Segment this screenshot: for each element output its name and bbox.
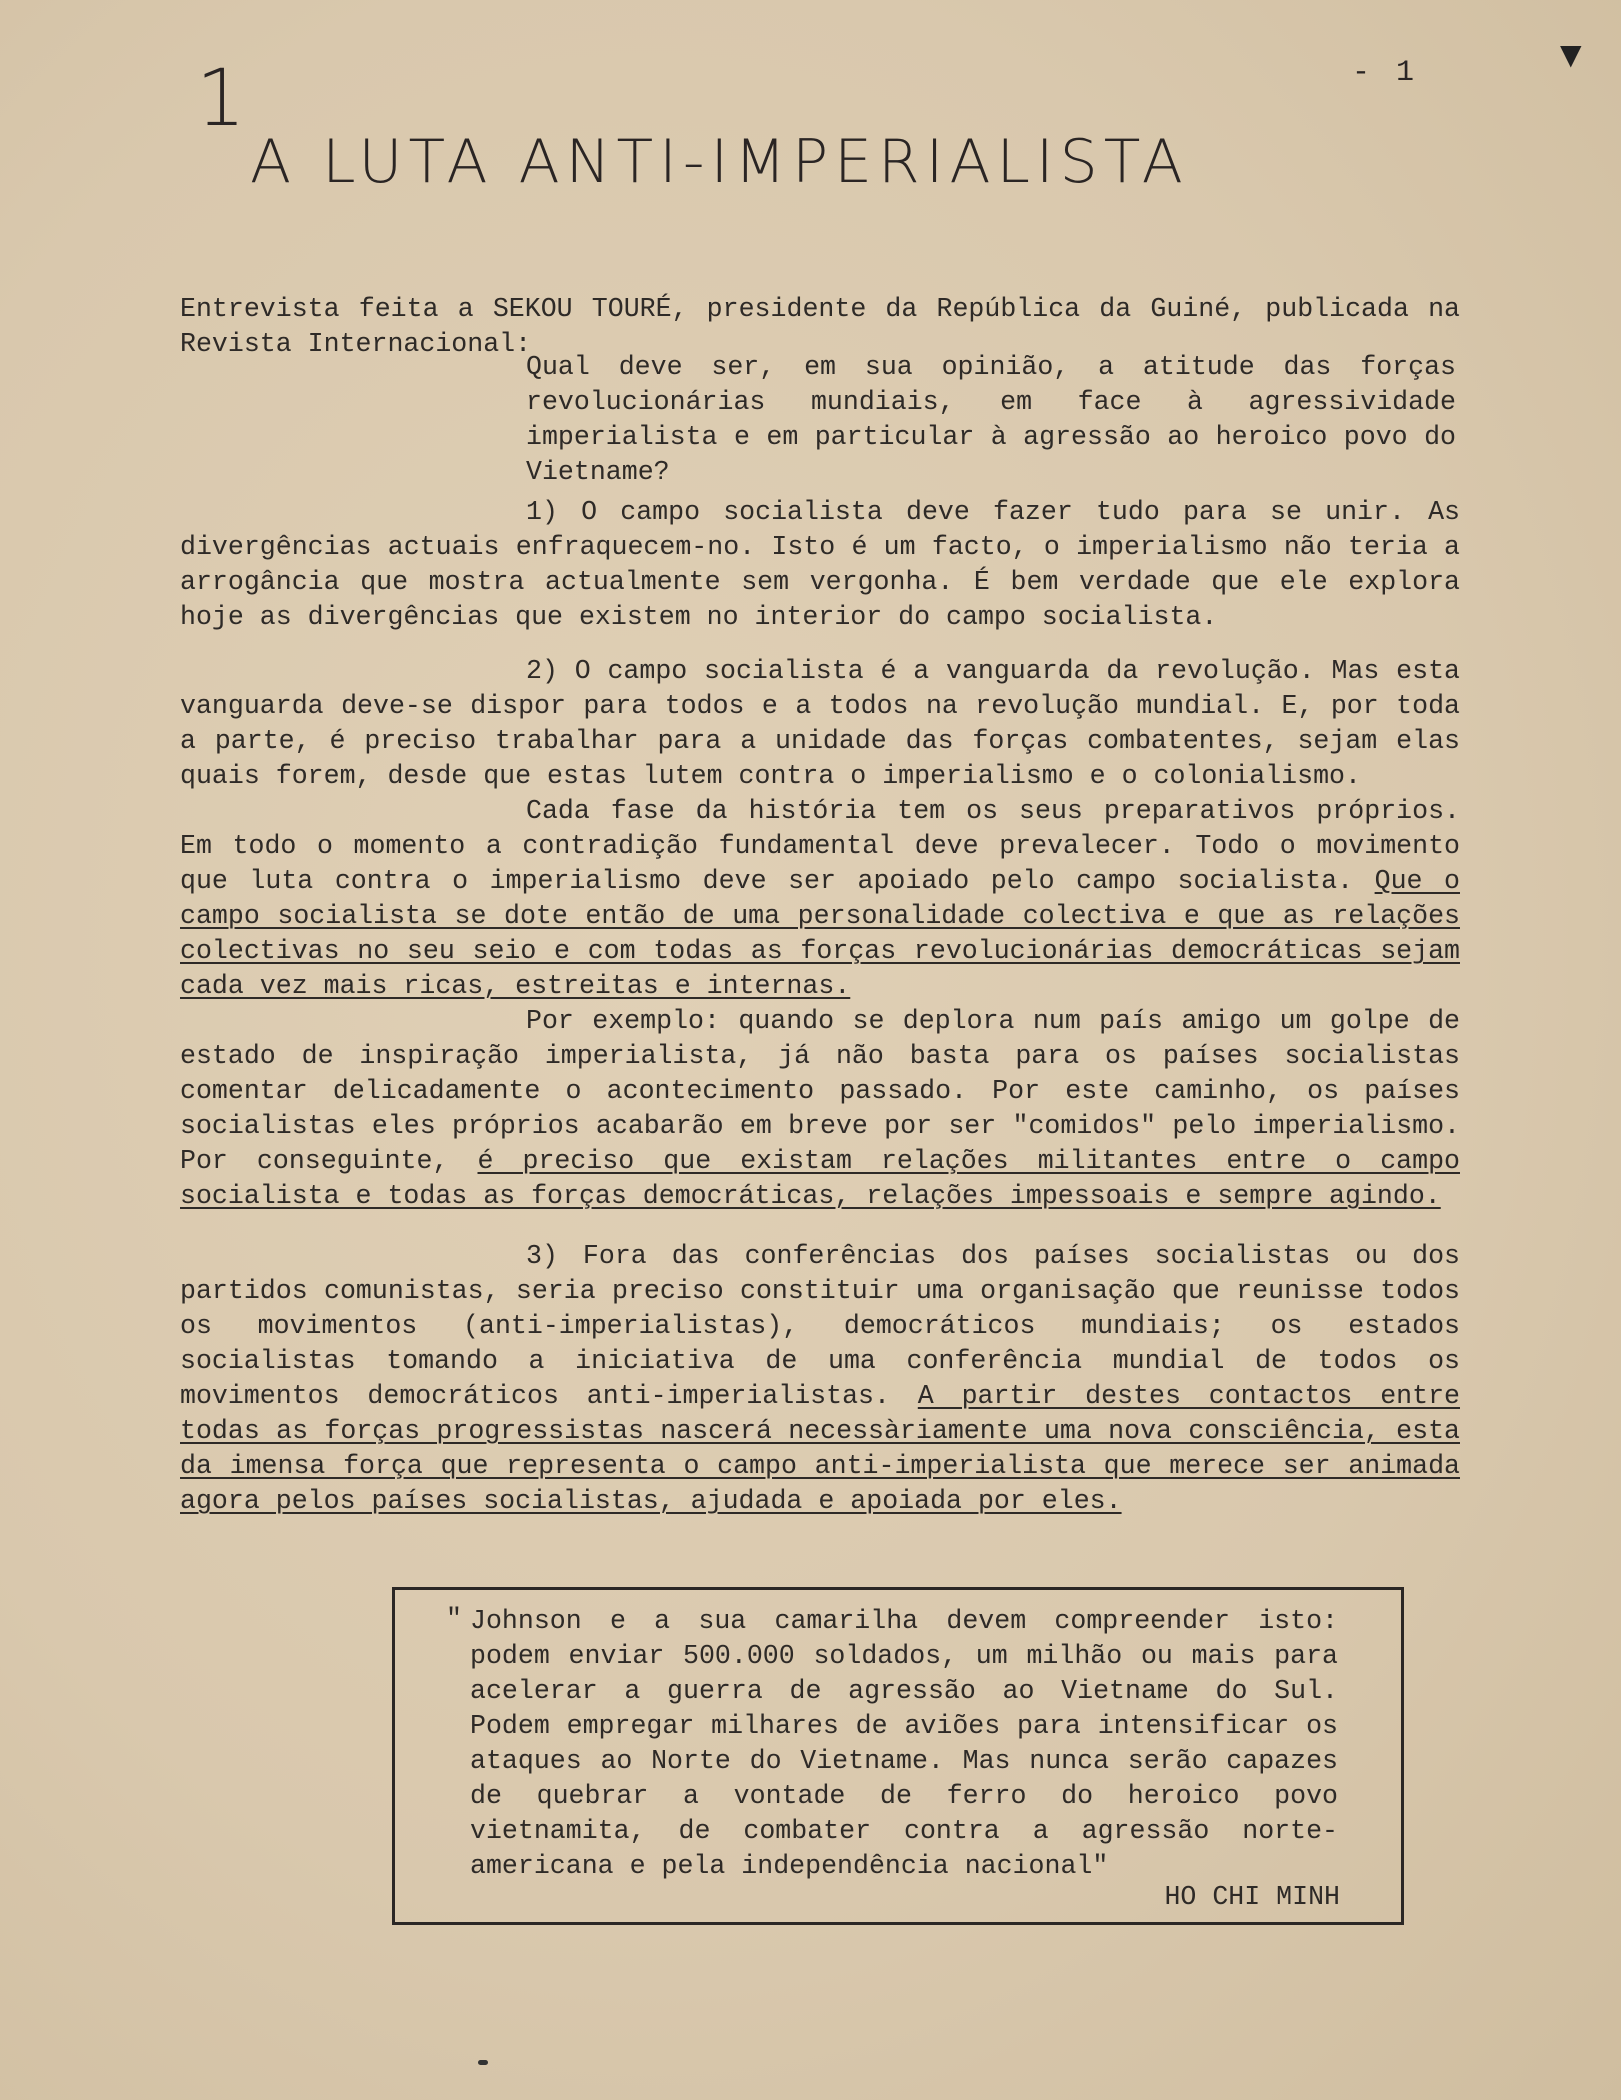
paragraph-3-text: 3) Fora das conferências dos países socialistas ou dos partidos comunistas, seria preciso constituir uma organisação que reunisse todos os movimentos (anti-imperialistas), democráticos mundiais; os estados socialistas tomando a iniciativa de uma conferência mundial de todos os movimentos democráticos anti-imperialistas. [180,1241,1460,1411]
paragraph-1 [180,495,1460,635]
paragraph-3-content [180,1239,1460,1519]
paragraph-2c-underlined: é preciso que existam relações militantes entre o campo socialista e todas as forças democráticas, relações impessoais e sempre agindo. [180,1146,1460,1211]
quote-author: HO CHI MINH [1164,1882,1340,1912]
interview-question: Qual deve ser, em sua opinião, a atitude das forças revolucionárias mundiais, em face à agressividade imperialista e em particular à agressão ao heroico povo do Vietname? [526,352,1456,487]
paragraph-3-underlined: A partir destes contactos entre todas as forças progressistas nascerá necessàriamente uma nova consciência, esta da imensa força que representa o campo anti-imperialista que merece ser animada agora pelos países socialistas, ajudada e apoiada por eles. [180,1381,1460,1516]
ink-mark-icon: ▼ [1560,38,1582,71]
paragraph-3 [180,1239,1460,1519]
quote-open-mark: " [446,1604,462,1634]
page-number: - 1 [1352,56,1419,90]
paragraph-2b-text: Cada fase da história tem os seus preparativos próprios. Em todo o momento a contradição fundamental deve prevalecer. Todo o movimento que luta contra o imperialismo deve ser apoiado pelo campo socialista. [180,796,1460,896]
paragraph-1-text: 1) O campo socialista deve fazer tudo para se unir. As divergências actuais enfraquecem-no. Isto é um facto, o imperialismo não teria a arrogância que mostra actualmente sem vergonha. É bem verdade que ele explora hoje as divergências que existem no interior do campo socialista. [180,497,1460,632]
handwritten-page-number: 1 [196,54,246,144]
paragraph-2c [180,1004,1460,1214]
paragraph-2-text: 2) O campo socialista é a vanguarda da revolução. Mas esta vanguarda deve-se dispor para todos e a todos na revolução mundial. E, por toda a parte, é preciso trabalhar para a unidade das forças combatentes, sejam elas quais forem, desde que estas lutem contra o imperialismo e o colonialismo. [180,656,1460,791]
quote-text: Johnson e a sua camarilha devem compreender isto: podem enviar 500.000 soldados, um milhão ou mais para acelerar a guerra de agressão ao Vietname do Sul. Podem empregar milhares de aviões para intensificar os ataques ao Norte do Vietname. Mas nunca serão capazes de quebrar a vontade de ferro do heroico povo vietnamita, de combater contra a agressão norte-americana e pela independência nacional" [470,1606,1338,1881]
paragraph-2 [180,654,1460,1214]
ink-spot [478,2060,488,2065]
document-title: A LUTA ANTI-IMPERIALISTA [250,127,1189,197]
intro-text: Entrevista feita a SEKOU TOURÉ, presidente da República da Guiné, publicada na Revista Internacional: [180,294,1460,359]
paragraph-2b [180,794,1460,1004]
paragraph-2c-text: Por exemplo: quando se deplora num país amigo um golpe de estado de inspiração imperialista, já não basta para os países socialistas comentar delicadamente o acontecimento passado. Por este caminho, os países socialistas eles próprios acabarão em breve por ser "comidos" pelo imperialismo. Por conseguinte, [180,1006,1460,1176]
paragraph-2b-underlined: Que o campo socialista se dote então de uma personalidade colectiva e que as relações colectivas no seu seio e com todas as forças revolucionárias democráticas sejam cada vez mais ricas, estreitas e internas. [180,866,1460,1001]
